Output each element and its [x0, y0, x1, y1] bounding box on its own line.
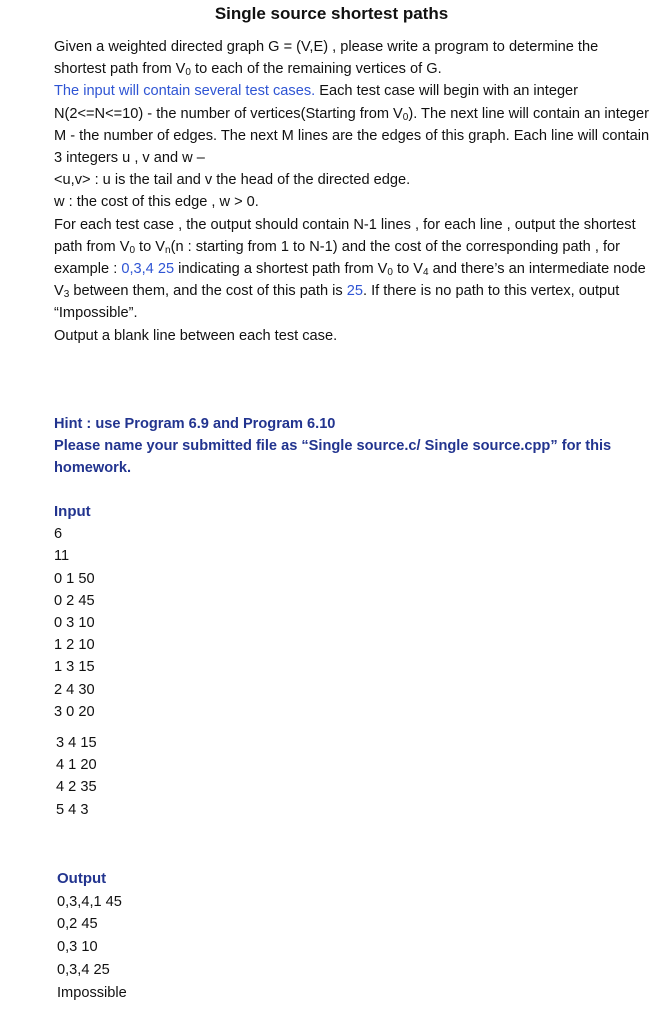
page-title: Single source shortest paths [214, 4, 449, 23]
sample-input [54, 501, 95, 723]
sample-output [57, 868, 127, 1004]
output-line: 0,3 10 [57, 939, 98, 956]
subscript: 0 [129, 244, 135, 256]
output-line: 0,2 45 [57, 916, 98, 933]
paragraph-input-format [54, 80, 654, 169]
output-text-e: to V [392, 261, 423, 278]
output-line: 0,3,4 25 [57, 961, 110, 978]
edge-count: 11 [54, 548, 70, 565]
edge-line: 2 4 30 [54, 681, 95, 698]
output-text-g: between them, and the cost of this path is [69, 283, 347, 300]
edge-line: 5 4 3 [56, 801, 89, 818]
output-text-d: indicating a shortest path from V [174, 261, 388, 278]
edge-line: 3 0 20 [54, 703, 95, 720]
paragraph-output-format [54, 214, 654, 325]
output-line: 0,3,4,1 45 [57, 893, 122, 910]
edge-line: 4 2 35 [56, 779, 97, 796]
edge-line: 0 3 10 [54, 615, 95, 632]
hint-line: Hint : use Program 6.9 and Program 6.10 [54, 416, 336, 432]
subscript: 0 [387, 267, 393, 279]
input-label: Input [54, 503, 91, 520]
vertex-count: 6 [54, 526, 63, 543]
sample-input-continued [56, 732, 97, 821]
submission-note: Please name your submitted file as “Single source.c/ Single source.cpp” for this homework. [54, 438, 612, 477]
output-text-a: For each test case , the output should contain N-1 lines , for each line , output the shortest path from V [54, 216, 636, 255]
subscript: n [165, 244, 171, 256]
output-text-c: (n : starting from 1 to N-1) and the cost of the corresponding path , for example : [54, 238, 620, 278]
output-text-h: . If there is no path to this vertex, output “Impossible”. [54, 283, 620, 322]
paragraph-uv: <u,v> : u is the tail and v the head of the directed edge. [54, 172, 411, 189]
output-text-f: and there’s an intermediate node V [54, 261, 646, 300]
edge-line: 4 1 20 [56, 757, 97, 774]
edge-line: 0 1 50 [54, 570, 95, 587]
edge-line: 1 3 15 [54, 659, 95, 676]
intro-text-end: to each of the remaining vertices of G. [190, 61, 442, 78]
output-label: Output [57, 870, 107, 887]
subscript: 0 [402, 111, 409, 123]
subscript: 3 [63, 289, 70, 301]
output-text-b: to V [135, 238, 166, 255]
edge-line: 0 2 45 [54, 592, 95, 609]
subscript: 4 [423, 267, 429, 279]
edge-line: 1 2 10 [54, 637, 95, 654]
subscript: 0 [185, 67, 191, 79]
example-cost: 25 [346, 283, 363, 300]
output-line: Impossible [57, 984, 127, 1001]
paragraph-blank-line: Output a blank line between each test case. [54, 327, 338, 344]
intro-text: Given a weighted directed graph G = (V,E) , please write a program to determine the shortest path from V [54, 39, 599, 78]
example-path: 0,3,4 25 [121, 261, 175, 278]
paragraph-intro [54, 36, 654, 80]
paragraph-w: w : the cost of this edge , w > 0. [54, 194, 259, 211]
edge-line: 3 4 15 [56, 735, 97, 751]
input-format-text-end: ). The next line will contain an integer M - the number of edges. The next M lines are the edges of this graph. Each line will contain 3 integers u , v and w – [54, 105, 650, 167]
input-format-text: Each test case will begin with an integer N(2<=N<=10) - the number of vertices(Starting from V [54, 83, 579, 122]
problem-description [54, 36, 654, 347]
highlight-test-cases: The input will contain several test cases. [54, 83, 316, 100]
hint-section [54, 413, 654, 480]
